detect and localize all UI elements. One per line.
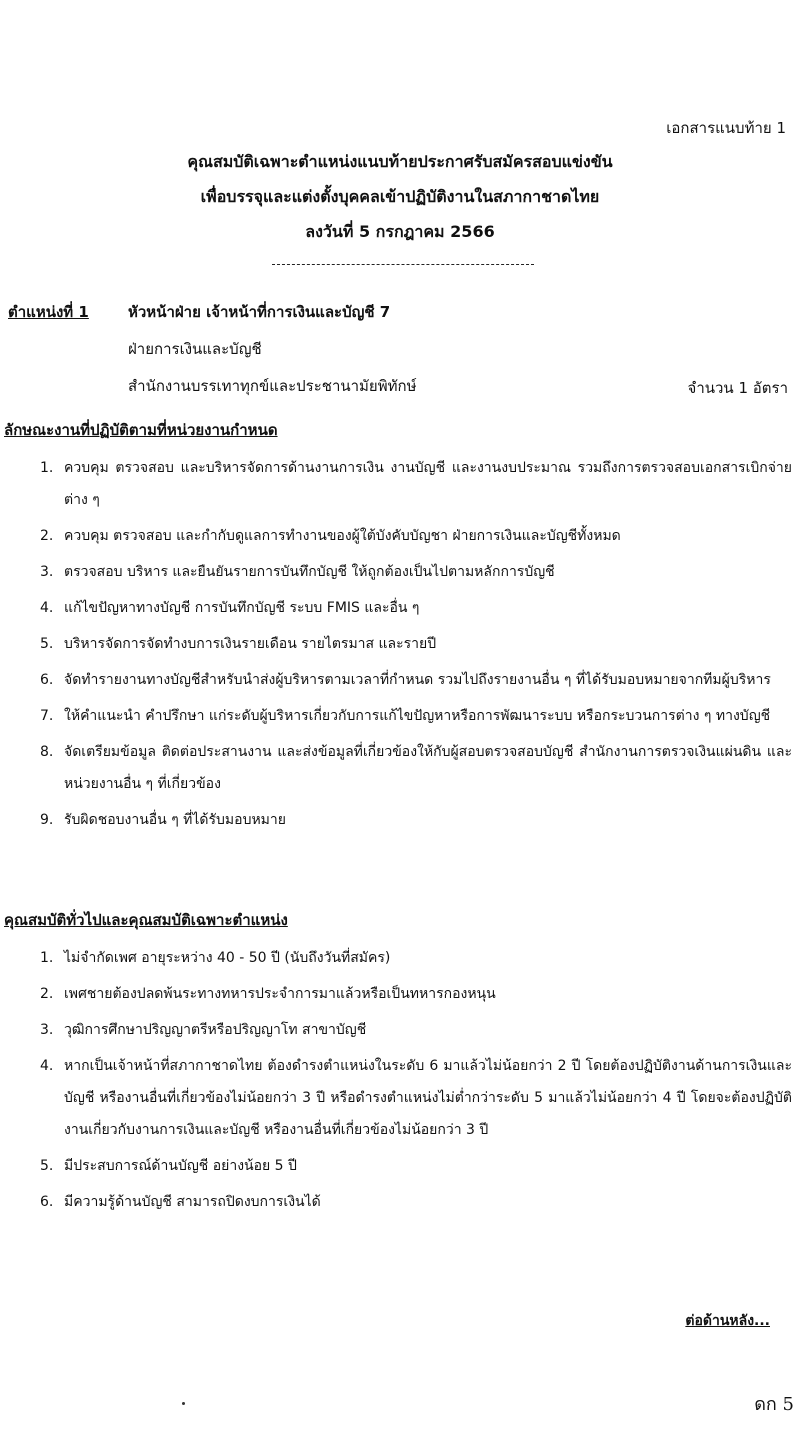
list-item (40, 978, 792, 1010)
item-number: 1. (40, 460, 54, 476)
list-item (40, 1014, 792, 1046)
item-number: 7. (40, 708, 54, 724)
qualifications-list (40, 942, 792, 1222)
item-text: ควบคุม ตรวจสอบ และบริหารจัดการด้านงานการเงิน งานบัญชี และงานงบประมาณ รวมถึงการตรวจสอบเอกสารเบิกจ่ายต่าง ๆ (64, 460, 792, 508)
item-number: 4. (40, 1058, 54, 1074)
item-number: 5. (40, 1158, 54, 1174)
handwritten-mark: ดก 5 (754, 1394, 794, 1415)
list-item (40, 520, 792, 552)
item-text: มีความรู้ด้านบัญชี สามารถปิดงบการเงินได้ (64, 1194, 321, 1210)
list-item (40, 628, 792, 660)
item-text: จัดเตรียมข้อมูล ติดต่อประสานงาน และส่งข้อมูลที่เกี่ยวข้องให้กับผู้สอบตรวจสอบบัญชี สำนักงานการตรวจเงินแผ่นดิน และหน่วยงานอื่น ๆ ที่เกี่ยวข้อง (64, 744, 792, 792)
list-item (40, 556, 792, 588)
list-item (40, 736, 792, 800)
list-item (40, 942, 792, 974)
list-item (40, 804, 792, 836)
title-line-2: เพื่อบรรจุและแต่งตั้งบุคคลเข้าปฏิบัติงานในสภากาชาดไทย (200, 187, 600, 206)
item-text: จัดทำรายงานทางบัญชีสำหรับนำส่งผู้บริหารตามเวลาที่กำหนด รวมไปถึงรายงานอื่น ๆ ที่ได้รับมอบหมายจากทีมผู้บริหาร (64, 672, 771, 688)
list-item (40, 592, 792, 624)
title-date: ลงวันที่ 5 กรกฎาคม 2566 (305, 222, 495, 241)
position-office: สำนักงานบรรเทาทุกข์และประชานามัยพิทักษ์ (128, 377, 417, 395)
position-department: ฝ่ายการเงินและบัญชี (128, 340, 262, 358)
item-number: 2. (40, 986, 54, 1002)
item-text: รับผิดชอบงานอื่น ๆ ที่ได้รับมอบหมาย (64, 812, 286, 828)
item-text: หากเป็นเจ้าหน้าที่สภากาชาดไทย ต้องดำรงตำแหน่งในระดับ 6 มาแล้วไม่น้อยกว่า 2 ปี โดยต้องปฏิบัติงานด้านการเงินและบัญชี หรืองานอื่นที่เกี่ยวข้องไม่น้อยกว่า 3 ปี หรือดำรงตำแหน่งไม่ต่ำกว่าระดับ 5 มาแล้วไม่น้อยกว่า 4 ปี โดยจะต้องปฏิบัติงานเกี่ยวกับงานการเงินและบัญชี หรืองานอื่นที่เกี่ยวข้องไม่น้อยกว่า 3 ปี (64, 1058, 792, 1138)
item-text: วุฒิการศึกษาปริญญาตรีหรือปริญญาโท สาขาบัญชี (64, 1022, 367, 1038)
item-text: ให้คำแนะนำ คำปรึกษา แก่ระดับผู้บริหารเกี่ยวกับการแก้ไขปัญหาหรือการพัฒนาระบบ หรือกระบวนการต่าง ๆ ทางบัญชี (64, 708, 771, 724)
list-item (40, 1186, 792, 1218)
item-text: ตรวจสอบ บริหาร และยืนยันรายการบันทึกบัญชี ให้ถูกต้องเป็นไปตามหลักการบัญชี (64, 564, 555, 580)
item-number: 4. (40, 600, 54, 616)
duties-list (40, 452, 792, 840)
item-text: มีประสบการณ์ด้านบัญชี อย่างน้อย 5 ปี (64, 1158, 297, 1174)
item-number: 1. (40, 950, 54, 966)
divider (272, 264, 534, 265)
item-number: 6. (40, 1194, 54, 1210)
annex-label: เอกสารแนบท้าย 1 (666, 119, 786, 137)
item-number: 2. (40, 528, 54, 544)
title-line-1: คุณสมบัติเฉพาะตำแหน่งแนบท้ายประกาศรับสมัครสอบแข่งขัน (187, 152, 613, 171)
item-number: 3. (40, 564, 54, 580)
item-number: 6. (40, 672, 54, 688)
item-number: 9. (40, 812, 54, 828)
list-item (40, 700, 792, 732)
qualifications-heading: คุณสมบัติทั่วไปและคุณสมบัติเฉพาะตำแหน่ง (4, 911, 288, 929)
duties-heading: ลักษณะงานที่ปฏิบัติตามที่หน่วยงานกำหนด (4, 421, 278, 439)
item-text: เพศชายต้องปลดพ้นระทางทหารประจำการมาแล้วหรือเป็นทหารกองหนุน (64, 986, 496, 1002)
position-label: ตำแหน่งที่ 1 (8, 303, 89, 321)
list-item (40, 664, 792, 696)
item-number: 5. (40, 636, 54, 652)
item-number: 3. (40, 1022, 54, 1038)
list-item (40, 1050, 792, 1146)
item-text: ควบคุม ตรวจสอบ และกำกับดูแลการทำงานของผู้ใต้บังคับบัญชา ฝ่ายการเงินและบัญชีทั้งหมด (64, 528, 621, 544)
continue-on-back: ต่อด้านหลัง... (685, 1313, 770, 1329)
item-text: ไม่จำกัดเพศ อายุระหว่าง 40 - 50 ปี (นับถึงวันที่สมัคร) (64, 950, 391, 966)
list-item (40, 1150, 792, 1182)
list-item (40, 452, 792, 516)
scan-speck (182, 1402, 185, 1405)
item-text: แก้ไขปัญหาทางบัญชี การบันทึกบัญชี ระบบ FMIS และอื่น ๆ (64, 600, 420, 616)
position-title: หัวหน้าฝ่าย เจ้าหน้าที่การเงินและบัญชี 7 (128, 303, 391, 321)
item-text: บริหารจัดการจัดทำงบการเงินรายเดือน รายไตรมาส และรายปี (64, 636, 437, 652)
position-quota: จำนวน 1 อัตรา (687, 379, 788, 397)
item-number: 8. (40, 744, 54, 760)
